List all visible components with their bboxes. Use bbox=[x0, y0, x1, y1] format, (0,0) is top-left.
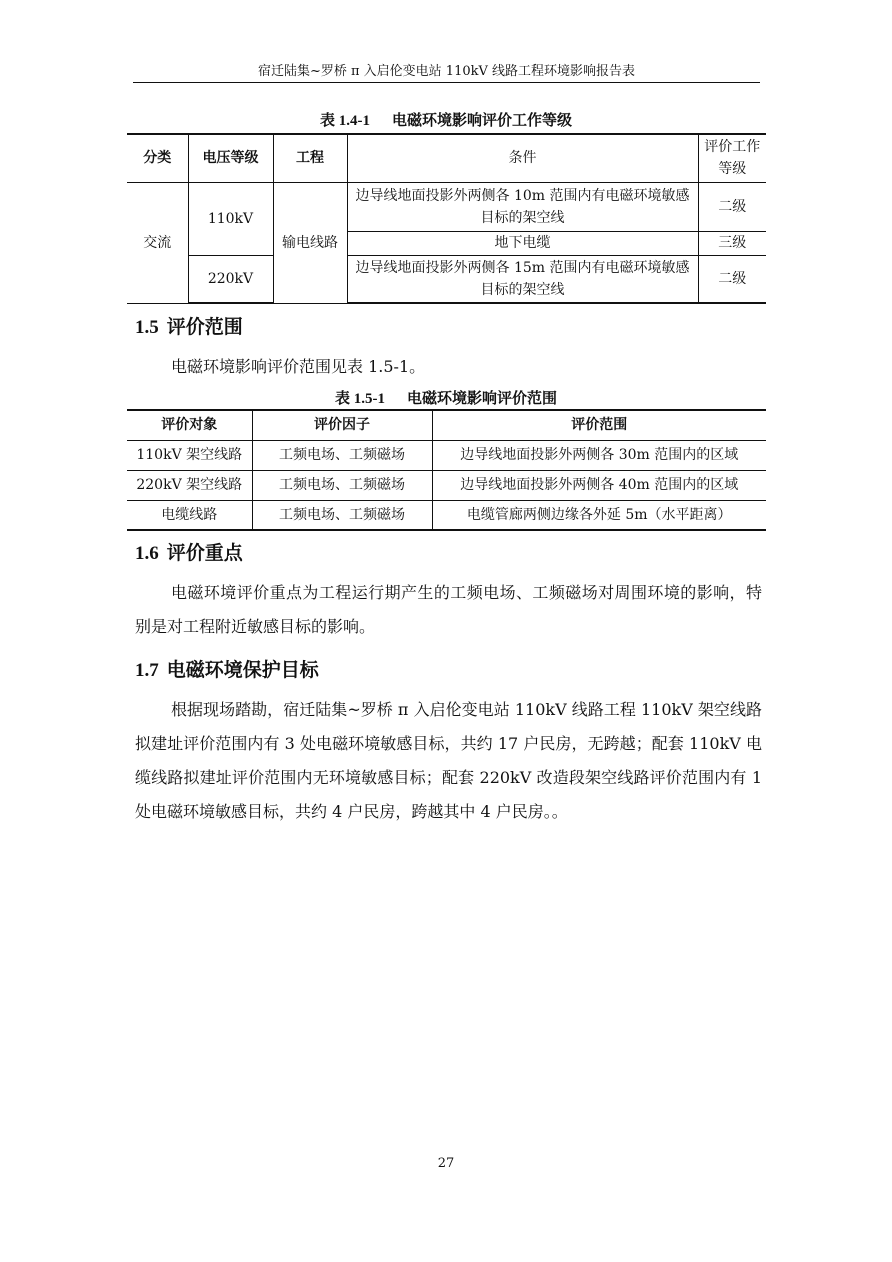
table-1-level-cell: 二级 bbox=[698, 255, 766, 303]
table-1-evaluation-level bbox=[127, 133, 766, 304]
table-row bbox=[127, 440, 766, 470]
table-1-header-row bbox=[127, 134, 766, 182]
section-title: 电磁环境保护目标 bbox=[166, 659, 319, 681]
section-title: 评价重点 bbox=[166, 542, 243, 564]
table-1-condition-cell: 地下电缆 bbox=[347, 231, 698, 255]
section-1-6-heading bbox=[135, 541, 243, 566]
table-row bbox=[127, 470, 766, 500]
section-number: 1.6 bbox=[135, 543, 159, 564]
table-1-project-cell: 输电线路 bbox=[273, 182, 347, 303]
table-2-factor-cell: 工频电场、工频磁场 bbox=[252, 500, 432, 530]
page-number: 27 bbox=[437, 1156, 455, 1171]
table-row bbox=[127, 182, 766, 231]
page-header: 宿迁陆集~罗桥 π 入启伦变电站 110kV 线路工程环境影响报告表 bbox=[133, 64, 760, 83]
table-1-level-cell: 三级 bbox=[698, 231, 766, 255]
table-1-col-voltage: 电压等级 bbox=[188, 134, 273, 182]
table-1-number: 表 1.4-1 bbox=[319, 113, 370, 129]
table-1-condition-cell: 边导线地面投影外两侧各 10m 范围内有电磁环境敏感目标的架空线 bbox=[347, 182, 698, 231]
table-row bbox=[127, 255, 766, 303]
table-2-factor-cell: 工频电场、工频磁场 bbox=[252, 470, 432, 500]
table-1-col-level: 评价工作等级 bbox=[698, 134, 766, 182]
table-1-condition-cell: 边导线地面投影外两侧各 15m 范围内有电磁环境敏感目标的架空线 bbox=[347, 255, 698, 303]
section-1-7-paragraph: 根据现场踏勘，宿迁陆集~罗桥 π 入启伦变电站 110kV 线路工程 110kV 架空线路拟建址评价范围内有 3 处电磁环境敏感目标，共约 17 户民房，无跨越；配套 110kV 电缆线路拟建址评价范围内无环境敏感目标；配套 220kV 改造段架空线路评价范围内有 1 处电磁环境敏感目标，共约 4 户民房，跨越其中 4 户民房。。 bbox=[135, 700, 762, 821]
table-2-col-factor: 评价因子 bbox=[252, 410, 432, 440]
table-2-col-object: 评价对象 bbox=[127, 410, 252, 440]
section-title: 评价范围 bbox=[166, 316, 243, 338]
table-1-col-condition: 条件 bbox=[347, 134, 698, 182]
section-1-5-heading bbox=[135, 315, 243, 340]
table-1-voltage-cell: 110kV bbox=[188, 182, 273, 255]
table-2-object-cell: 电缆线路 bbox=[127, 500, 252, 530]
table-2-evaluation-range bbox=[127, 409, 766, 531]
table-1-caption bbox=[0, 109, 892, 130]
table-2-object-cell: 220kV 架空线路 bbox=[127, 470, 252, 500]
table-1-title: 电磁环境影响评价工作等级 bbox=[391, 111, 572, 129]
table-2-object-cell: 110kV 架空线路 bbox=[127, 440, 252, 470]
table-1-col-category: 分类 bbox=[127, 134, 188, 182]
section-1-7-heading bbox=[135, 658, 319, 683]
section-number: 1.7 bbox=[135, 660, 159, 681]
table-2-range-cell: 电缆管廊两侧边缘各外延 5m（水平距离） bbox=[432, 500, 766, 530]
table-2-range-cell: 边导线地面投影外两侧各 40m 范围内的区域 bbox=[432, 470, 766, 500]
table-1-category-cell: 交流 bbox=[127, 182, 188, 303]
table-2-col-range: 评价范围 bbox=[432, 410, 766, 440]
table-2-title: 电磁环境影响评价范围 bbox=[406, 389, 557, 407]
section-1-5-paragraph: 电磁环境影响评价范围见表 1.5-1。 bbox=[171, 357, 426, 376]
section-1-6-paragraph: 电磁环境评价重点为工程运行期产生的工频电场、工频磁场对周围环境的影响，特别是对工程附近敏感目标的影响。 bbox=[135, 583, 762, 636]
table-1-col-project: 工程 bbox=[273, 134, 347, 182]
table-2-range-cell: 边导线地面投影外两侧各 30m 范围内的区域 bbox=[432, 440, 766, 470]
table-2-number: 表 1.5-1 bbox=[334, 391, 385, 407]
section-number: 1.5 bbox=[135, 317, 159, 338]
table-1-level-cell: 二级 bbox=[698, 182, 766, 231]
table-2-header-row bbox=[127, 410, 766, 440]
table-2-factor-cell: 工频电场、工频磁场 bbox=[252, 440, 432, 470]
table-1-voltage-cell: 220kV bbox=[188, 255, 273, 303]
table-row bbox=[127, 500, 766, 530]
table-2-caption bbox=[0, 387, 892, 408]
